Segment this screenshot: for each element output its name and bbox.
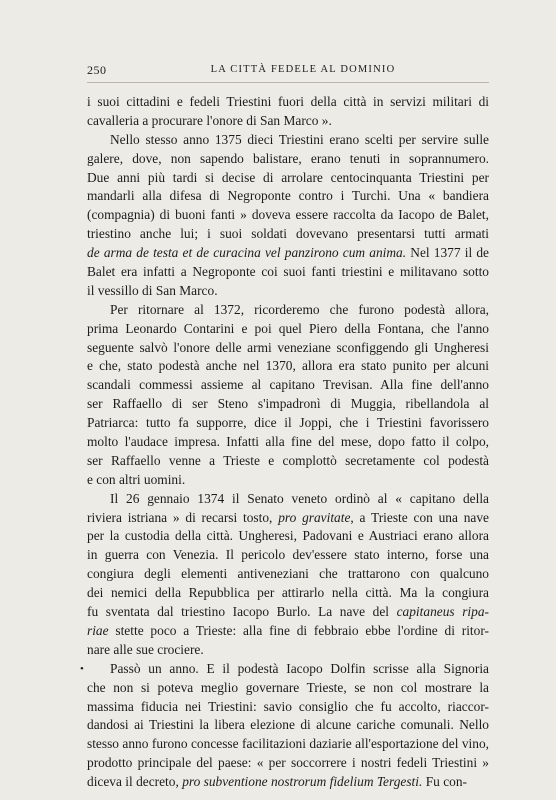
text-segment: Per ritornare al 1372, ricorderemo che furono podestà allora, bbox=[110, 301, 489, 317]
paragraph bbox=[87, 301, 489, 490]
text-line bbox=[87, 773, 489, 792]
text-segment: prodotto principale del paese: « per soccorrere i nostri fedeli Triestini » bbox=[87, 755, 489, 771]
text-segment: cavalleria a procurare l'onore di San Marco ». bbox=[87, 112, 332, 128]
italic-text: riae bbox=[87, 622, 109, 638]
text-line bbox=[87, 471, 489, 490]
text-line bbox=[87, 546, 489, 565]
paragraph bbox=[87, 131, 489, 301]
text-line bbox=[87, 169, 489, 188]
text-segment: e che, stato podestà anche nel 1370, allora era stato punito per alcuni bbox=[87, 358, 489, 374]
text-line bbox=[87, 320, 489, 339]
text-segment: dandosi ai Triestini la libera elezione di alcune cariche comunali. Nello bbox=[87, 717, 489, 733]
text-line bbox=[87, 339, 489, 358]
text-line bbox=[87, 603, 489, 622]
text-segment: Fu con- bbox=[422, 774, 467, 790]
margin-mark: • bbox=[80, 662, 84, 675]
text-segment: il vessillo di San Marco. bbox=[87, 282, 218, 298]
paragraph bbox=[80, 660, 489, 792]
text-line bbox=[87, 301, 489, 320]
text-line bbox=[87, 527, 489, 546]
text-segment: dei nemici della Repubblica per attirarlo nella città. Ma la congiura bbox=[87, 585, 489, 601]
text-segment: i suoi cittadini e fedeli Triestini fuori della città in servizi militari di bbox=[87, 94, 489, 109]
italic-text: capitaneus ripa- bbox=[396, 604, 489, 620]
body-text bbox=[80, 93, 490, 792]
paragraph bbox=[87, 93, 489, 131]
text-segment: triestino anche lui; i suoi soldati dovevano presentarsi tutti armati bbox=[87, 226, 489, 242]
text-segment: Nello stesso anno 1375 dieci Triestini erano scelti per servire sulle bbox=[110, 131, 489, 147]
text-segment: che non si poteva meglio governare Trieste, se non col mostrare la bbox=[87, 679, 489, 695]
text-line bbox=[87, 282, 489, 301]
text-segment: stesso anno furono concesse facilitazioni daziarie all'esportazione del vino, bbox=[87, 736, 489, 752]
italic-text: pro subventione nostrorum fidelium Tergesti. bbox=[182, 774, 423, 790]
text-line bbox=[87, 131, 489, 150]
text-line bbox=[80, 660, 489, 679]
text-segment: massima fiducia nei Triestini: savio consiglio che fu accolto, riaccor- bbox=[87, 698, 489, 714]
text-segment: nare alle sue crociere. bbox=[87, 641, 204, 657]
text-line bbox=[87, 698, 489, 717]
text-line bbox=[87, 641, 489, 660]
text-line bbox=[87, 679, 489, 698]
text-line bbox=[87, 244, 489, 263]
text-segment: e con altri uomini. bbox=[87, 471, 186, 487]
text-line bbox=[87, 716, 489, 735]
text-segment: (compagnia) di buoni fanti » doveva essere raccolta da Iacopo de Balet, bbox=[87, 207, 489, 223]
text-line bbox=[87, 225, 489, 244]
text-line bbox=[87, 622, 489, 641]
text-segment: congiura degli elementi antiveneziani che trattarono con qualcuno bbox=[87, 566, 489, 582]
text-line bbox=[87, 414, 489, 433]
text-segment: Due anni più tardi si decise di arrolare centocinquanta Triestini per bbox=[87, 169, 489, 185]
italic-text: pro gravitate bbox=[278, 509, 351, 525]
text-segment: Balet era infatti a Negroponte coi suoi fanti triestini e militavano sotto bbox=[87, 264, 489, 280]
text-line bbox=[87, 150, 489, 169]
text-segment: mandarli alla difesa di Negroponte contro i Turchi. Una « bandiera bbox=[87, 188, 489, 204]
text-line bbox=[87, 357, 489, 376]
text-segment: Patriarca: tutto fa supporre, dice il Joppi, che i Triestini favorissero bbox=[87, 415, 489, 431]
text-line bbox=[87, 206, 489, 225]
text-line bbox=[87, 584, 489, 603]
text-segment: prima Leonardo Contarini e poi quel Piero della Fontana, che l'anno bbox=[87, 320, 489, 336]
text-segment: Il 26 gennaio 1374 il Senato veneto ordinò al « capitano della bbox=[110, 490, 489, 506]
running-title: LA CITTÀ FEDELE AL DOMINIO bbox=[210, 64, 396, 75]
text-line bbox=[87, 263, 489, 282]
text-line bbox=[87, 112, 489, 131]
italic-text: de arma de testa et de curacina vel panzirono cum anima. bbox=[87, 245, 407, 261]
text-segment: scandali commessi assieme al capitano Trevisan. Alla fine dell'anno bbox=[87, 377, 489, 393]
text-segment: diceva il decreto, bbox=[87, 774, 183, 790]
text-segment: seguente salvò l'onore delle armi veneziane sconfiggendo gli Ungheresi bbox=[87, 339, 489, 355]
text-line bbox=[87, 395, 489, 414]
text-line bbox=[87, 735, 489, 754]
paragraph bbox=[87, 490, 489, 660]
text-line bbox=[87, 452, 489, 471]
text-line bbox=[87, 93, 489, 112]
text-segment: molto l'audace impresa. Infatti alla fine del mese, dopo fatto il colpo, bbox=[87, 434, 489, 450]
text-segment: stette poco a Trieste: alla fine di febbraio ebbe l'ordine di ritor- bbox=[108, 622, 489, 638]
text-segment: Nel 1377 il de bbox=[406, 245, 490, 261]
page-number: 250 bbox=[87, 63, 107, 77]
text-segment: ser Raffaello venne a Trieste e complottò secretamente col podestà bbox=[87, 452, 489, 468]
text-segment: ser Raffaello di ser Steno s'impadronì di Muggia, ribellandola al bbox=[87, 396, 489, 412]
text-segment: per la custodia della città. Ungheresi, Padovani e Austriaci erano allora bbox=[87, 528, 489, 544]
text-line bbox=[87, 565, 489, 584]
text-line bbox=[87, 490, 489, 509]
text-segment: in guerra con Venezia. Il pericolo dev'essere stato interno, forse una bbox=[87, 547, 489, 563]
text-line bbox=[87, 754, 489, 773]
text-line bbox=[87, 509, 489, 528]
text-line bbox=[87, 376, 489, 395]
text-line bbox=[87, 187, 489, 206]
header-rule bbox=[87, 82, 489, 83]
page-header bbox=[87, 62, 489, 78]
text-segment: fu sventata dal triestino Iacopo Burlo. La nave del bbox=[87, 604, 397, 620]
text-segment: Passò un anno. E il podestà Iacopo Dolfin scrisse alla Signoria bbox=[110, 660, 489, 676]
text-segment: , a Trieste con una nave bbox=[350, 509, 489, 525]
text-segment: galere, dove, non sapendo balistare, erano tenuti in soprannumero. bbox=[87, 150, 489, 166]
text-segment: riviera istriana » di recarsi tosto, bbox=[87, 509, 279, 525]
text-line bbox=[87, 433, 489, 452]
